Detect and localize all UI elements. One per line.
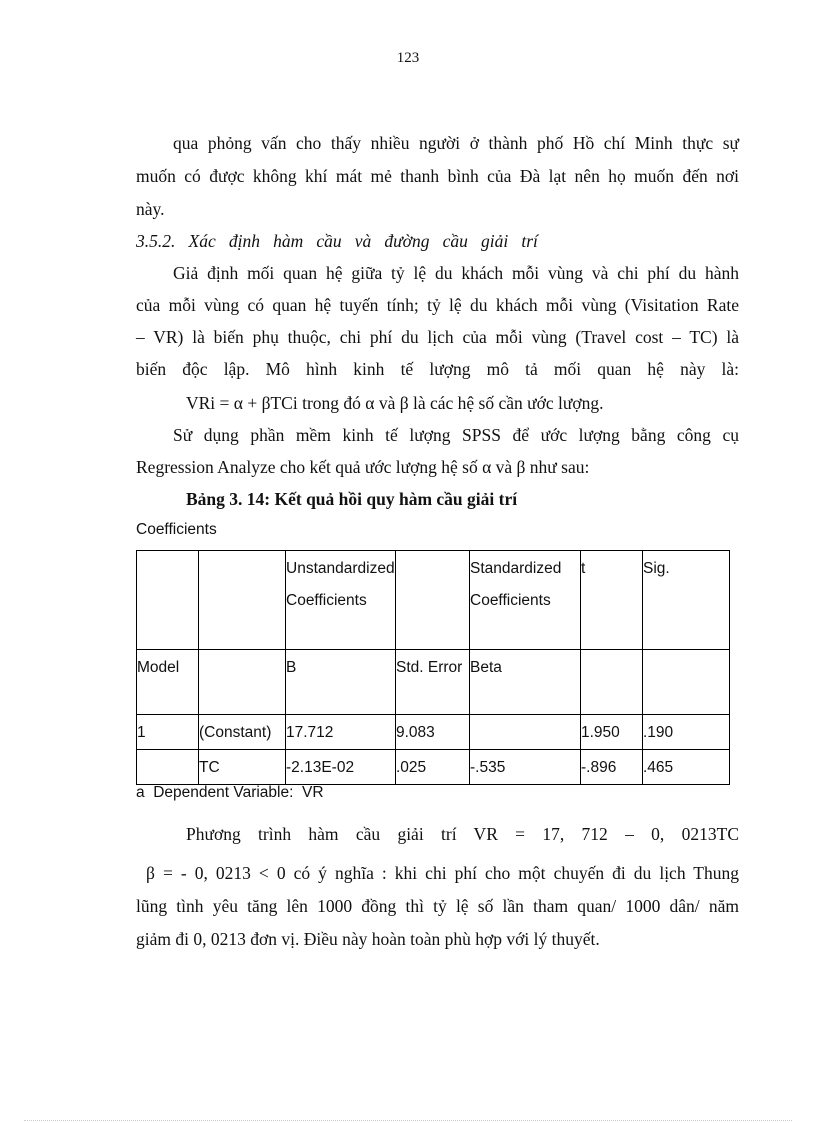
table-cell xyxy=(137,750,199,785)
text-line: Giả định mối quan hệ giữa tỷ lệ du khách mỗi vùng và chi phí du hành xyxy=(173,263,739,283)
formula-line: VRi = α + βTCi trong đó α và β là các hệ số cần ước lượng. xyxy=(186,393,604,413)
table-cell: Unstandardized Coefficients xyxy=(286,551,396,650)
table-cell xyxy=(581,650,643,715)
table-cell xyxy=(199,650,286,715)
text-line: Regression Analyze cho kết quả ước lượng hệ số α và β như sau: xyxy=(136,457,590,477)
table-header-row xyxy=(137,551,730,650)
text-line: biến độc lập. Mô hình kinh tế lượng mô tả mối quan hệ này là: xyxy=(136,359,739,379)
text-line: lũng tình yêu tăng lên 1000 đồng thì tỷ lệ số lần tham quan/ 1000 dân/ năm xyxy=(136,896,739,916)
table-cell: (Constant) xyxy=(199,715,286,750)
text-line: của mỗi vùng có quan hệ tuyến tính; tỷ lệ du khách mỗi vùng (Visitation Rate xyxy=(136,295,739,315)
table-cell: 17.712 xyxy=(286,715,396,750)
table-cell: TC xyxy=(199,750,286,785)
table-cell: -.896 xyxy=(581,750,643,785)
table-cell: -2.13E-02 xyxy=(286,750,396,785)
table-cell xyxy=(199,551,286,650)
table-cell: Standardized Coefficients xyxy=(470,551,581,650)
table-cell: 1 xyxy=(137,715,199,750)
table-cell: .025 xyxy=(396,750,470,785)
table-cell xyxy=(137,551,199,650)
table-row xyxy=(137,715,730,750)
text-line: – VR) là biến phụ thuộc, chi phí du lịch của mỗi vùng (Travel cost – TC) là xyxy=(136,327,739,347)
coefficients-table-wrap xyxy=(136,550,730,785)
table-note: a Dependent Variable: VR xyxy=(136,784,324,801)
text-line: Sử dụng phần mềm kinh tế lượng SPSS để ước lượng bằng công cụ xyxy=(173,425,739,445)
table-header-row xyxy=(137,650,730,715)
table-title: Bảng 3. 14: Kết quả hồi quy hàm cầu giải trí xyxy=(186,489,518,509)
table-cell xyxy=(470,715,581,750)
page-number: 123 xyxy=(396,50,420,66)
table-cell xyxy=(396,551,470,650)
table-cell: t xyxy=(581,551,643,650)
table-cell xyxy=(643,650,730,715)
table-cell: -.535 xyxy=(470,750,581,785)
table-cell: Beta xyxy=(470,650,581,715)
text-line: Phương trình hàm cầu giải trí VR = 17, 712 – 0, 0213TC xyxy=(186,824,739,844)
table-cell: Sig. xyxy=(643,551,730,650)
table-cell: Model xyxy=(137,650,199,715)
text-line: muốn có được không khí mát mẻ thanh bình của Đà lạt nên họ muốn đến nơi xyxy=(136,166,739,186)
table-cell: .465 xyxy=(643,750,730,785)
table-cell: B xyxy=(286,650,396,715)
table-cell: Std. Error xyxy=(396,650,470,715)
coefficients-table xyxy=(136,550,730,785)
table-cell: 9.083 xyxy=(396,715,470,750)
section-heading: 3.5.2. Xác định hàm cầu và đường cầu giải trí xyxy=(136,231,538,251)
table-row xyxy=(137,750,730,785)
text-line: β = - 0, 0213 < 0 có ý nghĩa : khi chi phí cho một chuyến đi du lịch Thung xyxy=(146,863,739,883)
text-line: qua phỏng vấn cho thấy nhiều người ở thành phố Hồ chí Minh thực sự xyxy=(173,133,739,153)
table-cell: 1.950 xyxy=(581,715,643,750)
footer-divider xyxy=(24,1120,792,1121)
table-caption: Coefficients xyxy=(136,521,217,538)
text-line: giảm đi 0, 0213 đơn vị. Điều này hoàn toàn phù hợp với lý thuyết. xyxy=(136,929,600,949)
text-line: này. xyxy=(136,199,165,219)
table-cell: .190 xyxy=(643,715,730,750)
